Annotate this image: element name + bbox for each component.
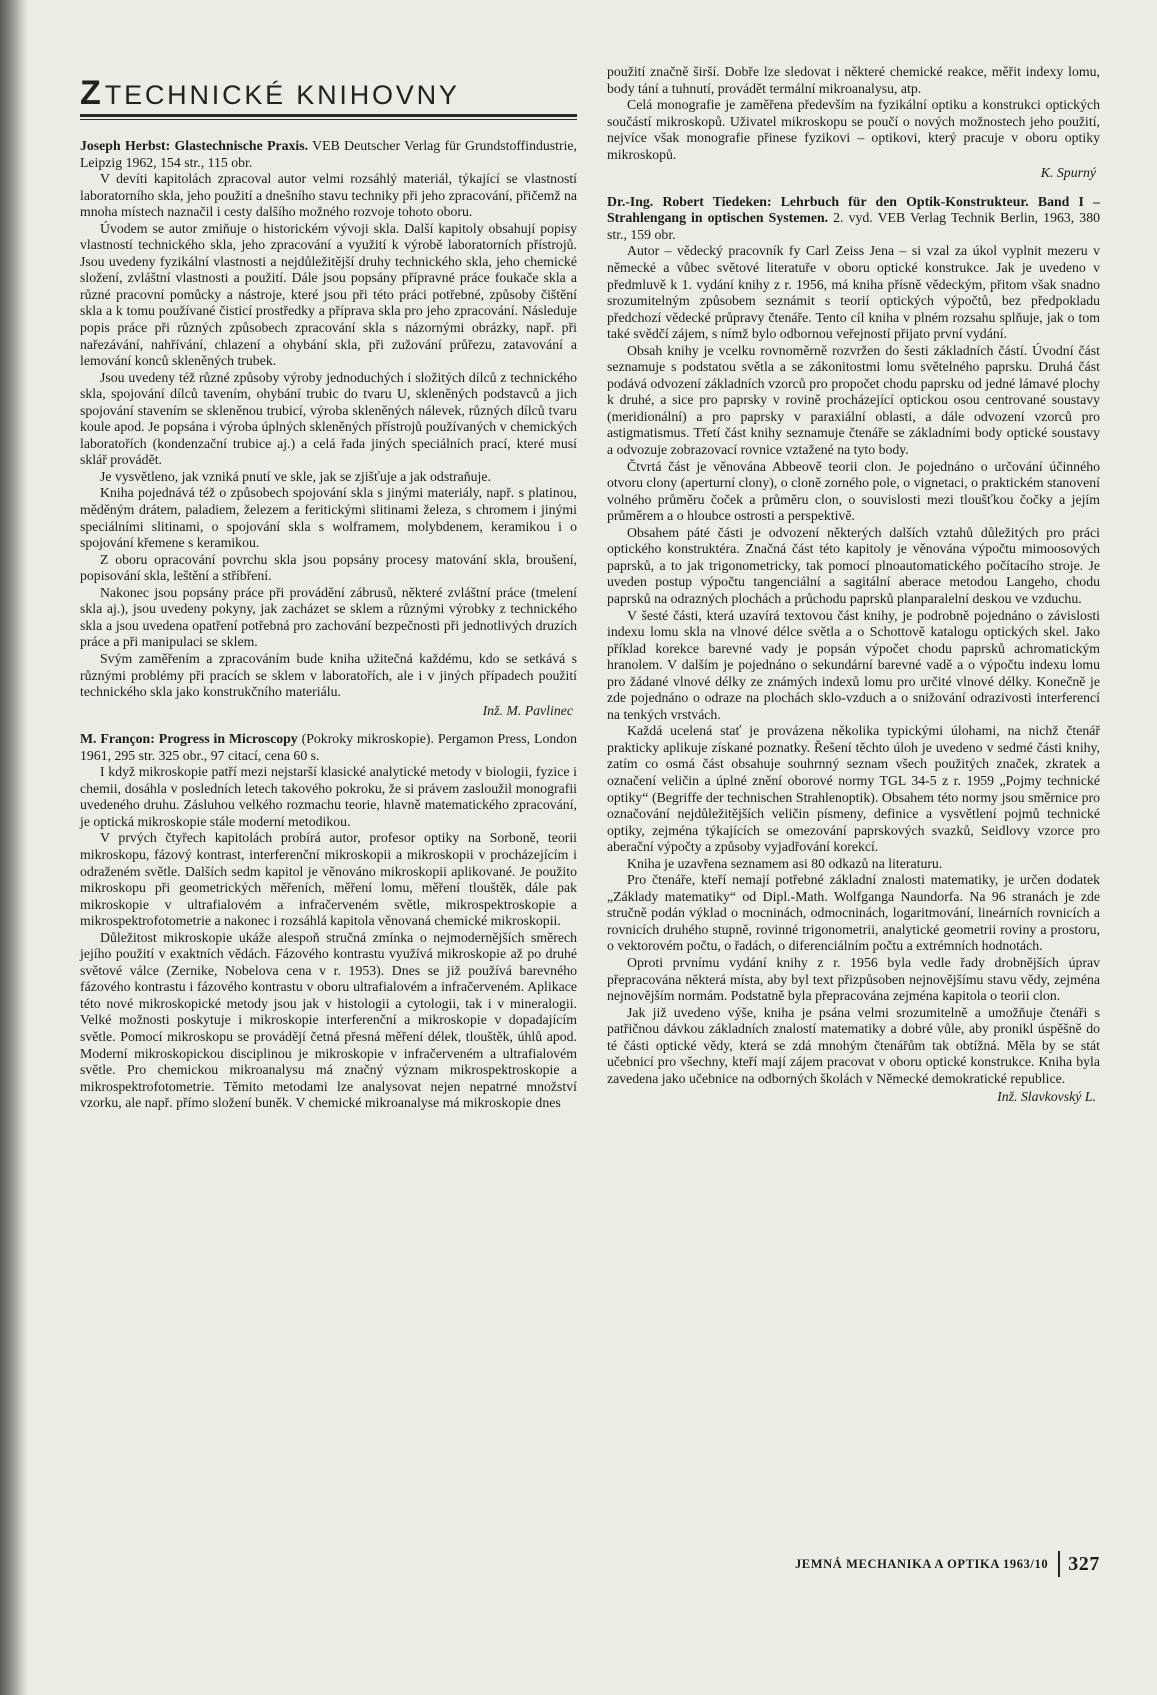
- paragraph: V šesté části, která uzavírá textovou část knihy, je podrobně pojednáno o závislosti indexu lomu skla na vlnové délce světla a o Schottově katalogu optických skel. Jako příklad korekce barevné vady je popsán výpočet chodu paprsků achromatickým hranolem. V dalším je pojednáno o sekundární barevné vadě a o výpočtu indexu lomu pro žádané vlnové délky ze známých indexů lomu pro určité vlnové délky. Konečně je zde pojednáno o odraze na plochách sklo-vzduch a o snižování odrazivosti interferencí na tenkých vrstvách.: [607, 607, 1100, 722]
- reviewer-signature: Inž. Slavkovský L.: [997, 1089, 1096, 1105]
- paragraph: Kniha je uzavřena seznamem asi 80 odkazů na literaturu.: [627, 855, 943, 871]
- paragraph: Kniha pojednává též o způsobech spojování skla s jinými materiály, např. s platinou, měděným drátem, paladiem, železem a feritickými slitinami železa, s chromem i jinými speciálními slitinami, o spojování skla s wolframem, molybdenem, keramikou i o spojování křemene s keramikou.: [80, 485, 577, 551]
- paragraph: Oproti prvnímu vydání knihy z r. 1956 byla vedle řady drobnějších úprav přepracována některá místa, aby byl text přizpůsoben nejnovějšímu stavu vědy, zejména nejnovějším normám. Podstatně byla přepracována zejména kapitola o teorii clon.: [607, 954, 1100, 1004]
- paragraph: Pro čtenáře, kteří nemají potřebné základní znalosti matematiky, je určen dodatek „Základy matematiky“ od Dipl.-Math. Wolfganga Naundorfa. Na 96 stranách je zde stručně podán výklad o mocninách, odmocninách, logaritmování, lineárních rovnicích a rovnicích druhého stupně, rovinné trigonometrii, analytické geometrii roviny a prostoru, o vektorovém počtu, o řadách, o diferenciálním počtu a extrémních hodnotách.: [607, 872, 1100, 954]
- paragraph: Z oboru opracování povrchu skla jsou popsány procesy matování skla, broušení, popisování skla, leštění a stříbření.: [80, 551, 577, 584]
- paragraph: Důležitost mikroskopie ukáže alespoň stručná zmínka o nejmodernějších směrech jejího použití v exaktních vědách. Fázového kontrastu využívá mikroskopie až po druhé světové válce (Zernike, Nobelova cena v r. 1953). Dnes se již používá barevného fázového kontrastu i fázového kontrastu v oboru ultrafialovém a infračerveném. Aplikace této nové mikroskopické metody jsou jak v histologii a cytologii, tak i v mineralogii. Velké možnosti poskytuje i mikroskopie interferenční a mikroskopie v dopadajícím světle. Pomocí mikroskopu se provádějí četná přesná měření délek, tlouštěk, úhlů apod. Moderní mikroskopickou disciplinou je mikroskopie v infračerveném a ultrafialovém světle. Pro chemickou mikroanalysu má značný význam mikrospektroskopie a mikrospektrofotometrie. Těmito metodami lze analysovat nejen nepatrné množství vzorku, ale např. přímo složení buněk. V chemické mikroanalyse má mikroskopie dnes: [80, 929, 577, 1111]
- heading-text: TECHNICKÉ KNIHOVNY: [104, 80, 460, 110]
- heading-rule-thin: [80, 119, 577, 120]
- paragraph: Svým zaměřením a zpracováním bude kniha užitečná každému, kdo se setkává s různými problémy při pracích se sklem v laboratořích, ale i v jiných případech použití technického skla jako konstrukčního materiálu.: [80, 650, 577, 700]
- heading-rule: [80, 114, 577, 117]
- review-herbst: [80, 138, 577, 719]
- paragraph: Celá monografie je zaměřena především na fyzikální optiku a konstrukci optických součástí mikroskopů. Uživatel mikroskopu se poučí o nových možnostech jeho použití, nejvíce však monografie přinese fyzikovi – optikovi, který pracuje v oboru optiky mikroskopů.: [607, 97, 1100, 162]
- paragraph: Obsah knihy je vcelku rovnoměrně rozvržen do šesti základních částí. Úvodní část seznamuje s podstatou světla a se zákonitostmi lomu světelného paprsku. Druhá část podává odvození základních vzorců pro propočet chodu paprsku od jedné lámavé plochy k druhé, a sice pro paprsky v rovině procházející optickou osou centrované soustavy (meridionální) a pro paprsky v paraxiální oblasti, a dále odvození vzorců pro astigmatismus. Třetí část knihy seznamuje čtenáře se základními body optické soustavy a odvozuje zobrazovací rovnice vztažené na tyto body.: [607, 342, 1100, 458]
- paragraph-continuation: použití značně širší. Dobře lze sledovat i některé chemické reakce, měřit indexy lomu, body tání a tuhnutí, provádět termální mikroanalysu, atp.: [607, 64, 1100, 96]
- reviewer-signature: Inž. M. Pavlinec: [482, 702, 573, 718]
- bib-author-title: Joseph Herbst: Glastechnische Praxis.: [80, 138, 309, 153]
- bibliography-entry: [607, 194, 1100, 244]
- page-number: 327: [1068, 1552, 1100, 1575]
- bib-details: 2. vyd. VEB Verlag Technik Berlin, 1963, 380 str., 159 obr.: [607, 210, 1100, 242]
- publication-name: JEMNÁ MECHANIKA A OPTIKA 1963/10: [794, 1556, 1049, 1571]
- review-francon-continued: [607, 64, 1100, 182]
- bib-author-title: Dr.-Ing. Robert Tiedeken: Lehrbuch für den Optik-Konstrukteur. Band I – Strahlengang in optischen Systemen.: [607, 193, 1100, 226]
- paragraph: Je vysvětleno, jak vzniká pnutí ve skle, jak se zjišťuje a jak odstraňuje.: [100, 468, 491, 484]
- review-francon: [80, 731, 577, 1112]
- page-spine-shadow: [0, 0, 28, 1695]
- bibliography-entry: [80, 731, 577, 764]
- reviewer-signature: K. Spurný: [1040, 165, 1096, 181]
- paragraph: Obsahem páté části je odvození některých dalších vztahů důležitých pro práci optického konstruktéra. Značná část této kapitoly je věnována výpočtu mimoosových paprsků, a to jak trigonometricky, tak pomocí plnoautomatického počítacího stroje. Je uveden postup výpočtu tangenciální a sagitální aberace metodou Langeho, chodu paprsků na odrazných plochách a průchodu paprsků planparalelní deskou ve vzduchu.: [607, 524, 1100, 606]
- bib-author-title: M. Françon: Progress in Microscopy: [80, 731, 298, 747]
- paragraph: Nakonec jsou popsány práce při provádění zábrusů, některé zvláštní práce (tmelení skla aj.), jsou uvedeny pokyny, jak zacházet se sklem a různými výrobky z technického skla a jsou uvedena opatření potřebná pro zachování bezpečnosti při jednotlivých druzích práce a při manipulaci se sklem.: [80, 584, 577, 650]
- paragraph: Jsou uvedeny též různé způsoby výroby jednoduchých i složitých dílců z technického skla, spojování dílců tavením, ohybání trubic do tvaru U, skleněných podstavců a jich spojování stavením se skleněnou trubicí, výroba skleněných nálevek, různých dílců tvaru koule apod. Je popsána i výroba úplných skleněných přístrojů používaných v chemických laboratořích (kondenzační trubice aj.) a celá řada jiných speciálních prací, které musí sklář provádět.: [80, 369, 577, 468]
- paragraph: Autor – vědecký pracovník fy Carl Zeiss Jena – si vzal za úkol vyplnit mezeru v německé a vůbec světové literatuře v oboru optické konstrukce. Jak je uvedeno v předmluvě k 1. vydání knihy z r. 1956, má kniha přísně vědeckým, přitom však snadno srozumitelným způsobem seznámit s teorií optických výpočtů, bez předpokladu předchozí vědecké průpravy čtenáře. Tento cíl kniha v plném rozsahu splňuje, jak o tom také svědčí zájem, s nímž bylo odbornou veřejností přijato první vydání.: [607, 243, 1100, 342]
- review-tiedeken: [607, 194, 1100, 1106]
- section-heading: [80, 74, 577, 112]
- paragraph: Úvodem se autor zmiňuje o historickém vývoji skla. Další kapitoly obsahují popisy vlastností technického skla, jeho zpracování a využití k výrobě laboratorních přístrojů. Jsou uvedeny fyzikální vlastnosti a nejdůležitější druhy technického skla, jeho chemické složení, zvláštní vlastnosti a použití. Dále jsou popsány přípravné práce foukače skla a různé pracovní pomůcky a nástroje, které jsou při této práci potřebné, způsoby čištění skla a k tomu používané čisticí prostředky a příprava skla pro jeho zpracování. Následuje popis práce při různých způsobech zpracování skla s názornými obrázky, např. při nařezávání, nahřívání, chlazení a ohybání skla, při zužování průřezu, zatavování a lemování konců skleněných trubek.: [80, 220, 577, 369]
- paragraph: V prvých čtyřech kapitolách probírá autor, profesor optiky na Sorboně, teorii mikroskopu, fázový kontrast, interferenční mikroskopii a mikroskopii v procházejícím i odraženém světle. Dalších sedm kapitol je věnováno mikroskopii aplikované. Je použito mikroskopu při geometrických měřeních, měření lomu, měření tlouštěk, dále pak mikroskopie v ultrafialovém a infračerveném světle, mikrospektroskopie a mikrospektrofotometrie a nakonec i rozsáhlá kapitola věnovaná chemické mikroskopii.: [80, 830, 577, 929]
- page-footer: [795, 1551, 1100, 1577]
- paragraph: Jak již uvedeno výše, kniha je psána velmi srozumitelně a umožňuje čtenáři s patřičnou dávkou základních znalostí matematiky a dobré vůle, aby pronikl úspěšně do té části optické vědy, která se zdá mnohým čtenářům tak obtížná. Měla by se stát učebnicí pro všechny, kteří mají zájem pracovat v oboru optické konstrukce. Kniha byla zavedena jako učebnice na odborných školách v Německé demokratické republice.: [607, 1004, 1100, 1086]
- heading-initial: Z: [80, 74, 101, 112]
- paragraph: I když mikroskopie patří mezi nejstarší klasické analytické metody v biologii, fyzice i chemii, dosáhla v posledních letech takového pokroku, že si právem zasloužil monografii uvedeného druhu. Zásluhou velkého rozmachu teorie, hlavně matematického zpracování, je optická mikroskopie stále moderní metodikou.: [80, 764, 577, 829]
- paragraph: Každá ucelená stať je provázena několika typickými úlohami, na nichž čtenář prakticky aplikuje získané poznatky. Řešení těchto úloh je uvedeno v sedmé části knihy, zatím co osmá část obsahuje souhrnný seznam všech použitých značek, zkratek a označení veličin a úplné znění oborové normy TGL 34-5 z r. 1959 „Pojmy technické optiky“ (Begriffe der technischen Strahlenoptik). Obsahem této normy jsou směrnice pro označování nejdůležitějších veličin písmeny, definice a vysvětlení pojmů technické optiky, zejména týkajících se omezování paprskových svazků, Seidlovy vzorce pro aberační výpočty a způsoby vyjadřování korekcí.: [607, 723, 1100, 855]
- footer-divider: [1058, 1551, 1060, 1577]
- paragraph: Čtvrtá část je věnována Abbeově teorii clon. Je pojednáno o určování účinného otvoru clony (aperturní clony), o cloně zorného pole, o vignetaci, o praktickém stanovení volného průměru čoček a průměru clon, o souvislosti mezi tloušťkou čočky a jejím průměrem a o hloubce ostrosti a perspektivě.: [607, 458, 1100, 524]
- bib-details: VEB Deutscher Verlag für Grundstoffindustrie, Leipzig 1962, 154 str., 115 obr.: [80, 138, 578, 170]
- bib-details: (Pokroky mikroskopie). Pergamon Press, London 1961, 295 str. 325 obr., 97 citací, cena 60 s.: [80, 731, 577, 763]
- right-column: [607, 64, 1100, 1110]
- left-column: [80, 64, 577, 1112]
- paragraph: V devíti kapitolách zpracoval autor velmi rozsáhlý materiál, týkající se vlastností laboratorního skla, jeho použití a dnešního stavu techniky při jeho zpracování, přičemž na mnoha místech naznačil i cesty dalšího možného rozvoje tohoto oboru.: [80, 171, 577, 220]
- bibliography-entry: [80, 138, 577, 171]
